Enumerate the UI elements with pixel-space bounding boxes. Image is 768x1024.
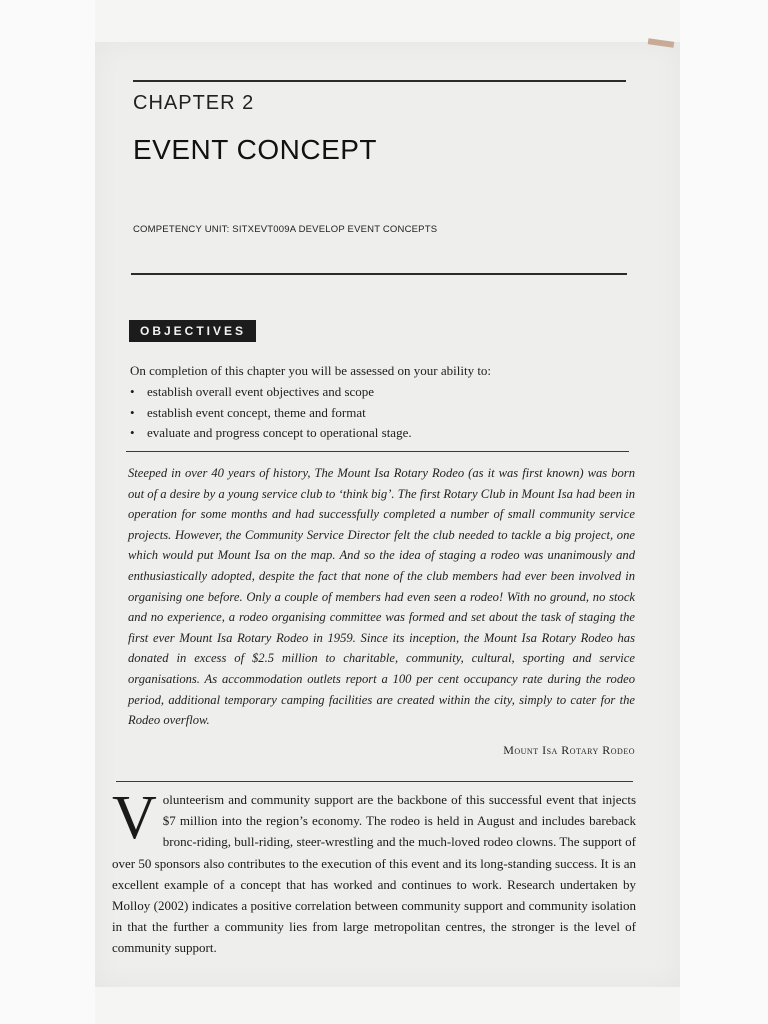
objectives-bottom-rule bbox=[126, 451, 629, 452]
objectives-heading: OBJECTIVES bbox=[129, 320, 256, 342]
objectives-intro: On completion of this chapter you will be assessed on your ability to: bbox=[130, 363, 492, 378]
objectives-list bbox=[130, 382, 630, 444]
competency-unit: COMPETENCY UNIT: SITXEVT009A DEVELOP EVENT CONCEPTS bbox=[133, 224, 438, 235]
objective-item: • evaluate and progress concept to operational stage. bbox=[130, 423, 630, 444]
case-study-text: Steeped in over 40 years of history, The Mount Isa Rotary Rodeo (as it was first known) was born out of a desire by a young service club to ‘think big’. The first Rotary Club in Mount Isa had been in operation for some months and had successfully completed a number of small community service projects. However, the Community Service Director felt the club needed to tackle a big project, one which would put Mount Isa on the map. And so the idea of staging a rodeo was unanimously and enthusiastically adopted, despite the fact that none of the club members had ever been involved in organising one before. Only a couple of members had even seen a rodeo! With no ground, no stock and no experience, a rodeo organising committee was formed and set about the task of staging the first ever Mount Isa Rotary Rodeo in 1959. Since its inception, the Mount Isa Rotary Rodeo has donated in excess of $2.5 million to charitable, community, cultural, sporting and service organisations. As accommodation outlets report a 100 per cent occupancy rate during the rodeo period, additional temporary camping facilities are created within the city, simply to cater for the Rodeo overflow. bbox=[128, 466, 635, 728]
objective-item: • establish overall event objectives and scope bbox=[130, 382, 630, 403]
body-paragraph bbox=[112, 784, 636, 959]
drop-cap: V bbox=[112, 784, 157, 852]
header-bottom-rule bbox=[131, 273, 627, 275]
body-paragraph-text: olunteerism and community support are the backbone of this successful event that injects $7 million into the region’s economy. The rodeo is held in August and includes bareback bronc-riding, bull-riding, steer-wrestling and the much-loved rodeo clowns. The support of over 50 sponsors also contributes to the execution of this event and its long-standing success. It is an excellent example of a concept that has worked and continues to work. Research undertaken by Molloy (2002) indicates a positive correlation between community support and community isolation in that the further a community lies from large metropolitan centres, the stronger is the level of community support. bbox=[112, 792, 636, 956]
top-rule bbox=[133, 80, 626, 82]
case-study-source: Mount Isa Rotary Rodeo bbox=[503, 743, 635, 757]
chapter-title: EVENT CONCEPT bbox=[133, 134, 378, 165]
scan-margin-left bbox=[0, 0, 95, 1024]
scan-margin-right bbox=[680, 0, 768, 1024]
case-study-bottom-rule bbox=[116, 781, 633, 782]
chapter-label: CHAPTER 2 bbox=[133, 92, 255, 114]
objective-item: • establish event concept, theme and format bbox=[130, 403, 630, 424]
